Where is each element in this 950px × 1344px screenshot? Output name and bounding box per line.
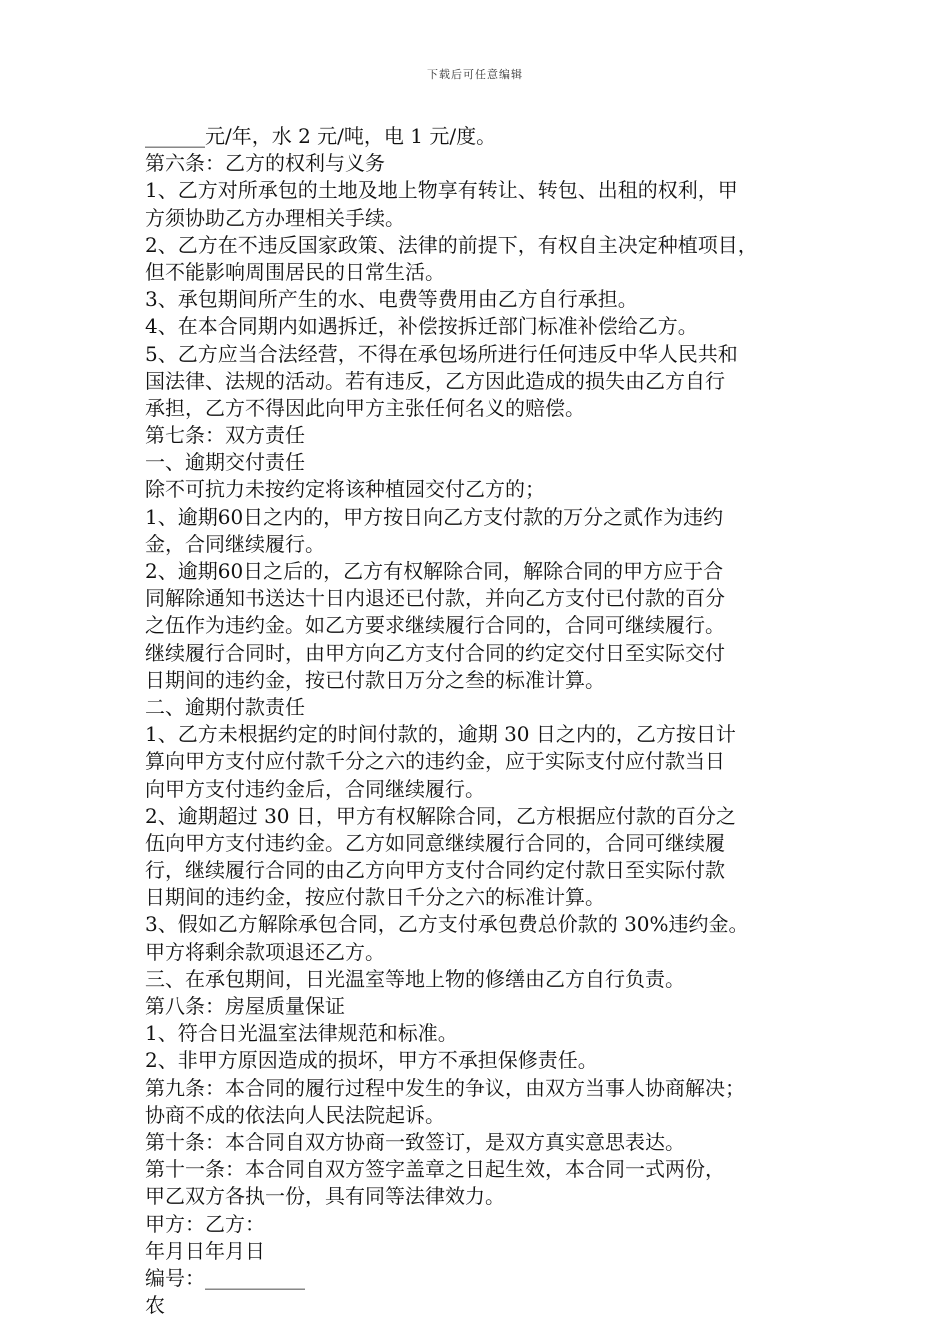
text-line: 5、乙方应当合法经营，不得在承包场所进行任何违反中华人民共和 xyxy=(145,341,738,366)
text-line: 第六条：乙方的权利与义务 xyxy=(145,151,385,176)
text-line: 年月日年月日 xyxy=(145,1238,265,1263)
text-line: 第八条：房屋质量保证 xyxy=(145,994,345,1018)
text-line: 行，继续履行合同的由乙方向甲方支付合同约定付款日至实际付款 xyxy=(145,858,725,883)
text-line: 农 xyxy=(145,1293,165,1318)
text-line: 1、乙方对所承包的土地及地上物享有转让、转包、出租的权利，甲 xyxy=(145,178,738,203)
header-note: 下载后可任意编辑 xyxy=(427,68,523,81)
text-line: 除不可抗力未按约定将该种植园交付乙方的； xyxy=(145,477,545,502)
text-line: 2、逾期60日之后的，乙方有权解除合同，解除合同的甲方应于合 xyxy=(145,559,724,583)
text-line: 之伍作为违约金。如乙方要求继续履行合同的，合同可继续履行。 xyxy=(145,613,725,638)
text-line: 第十条：本合同自双方协商一致签订，是双方真实意思表达。 xyxy=(145,1129,685,1154)
text-line: 编号：__________ xyxy=(145,1265,305,1290)
text-line: 甲方将剩余款项退还乙方。 xyxy=(145,939,385,964)
text-line: 1、逾期60日之内的，甲方按日向乙方支付款的万分之贰作为违约 xyxy=(145,504,724,529)
text-line: 第七条：双方责任 xyxy=(145,423,305,448)
text-line: 伍向甲方支付违约金。乙方如同意继续履行合同的，合同可继续履 xyxy=(145,830,725,855)
contract-body xyxy=(145,123,825,1319)
text-line: 4、在本合同期内如遇拆迁，补偿按拆迁部门标准补偿给乙方。 xyxy=(145,314,698,339)
text-line: 三、在承包期间，日光温室等地上物的修缮由乙方自行负责。 xyxy=(145,966,685,991)
text-line: 第十一条：本合同自双方签字盖章之日起生效，本合同一式两份， xyxy=(145,1157,725,1182)
text-line: 日期间的违约金，按已付款日万分之叁的标准计算。 xyxy=(145,667,605,692)
text-line: 金，合同继续履行。 xyxy=(145,531,325,556)
text-line: 3、假如乙方解除承包合同，乙方支付承包费总价款的 30%违约金。 xyxy=(145,912,749,937)
text-line: 1、乙方未根据约定的时间付款的，逾期 30 日之内的，乙方按日计 xyxy=(145,722,736,747)
text-line: 2、非甲方原因造成的损坏，甲方不承担保修责任。 xyxy=(145,1048,598,1073)
text-line: 1、符合日光温室法律规范和标准。 xyxy=(145,1021,458,1046)
text-line: 承担，乙方不得因此向甲方主张任何名义的赔偿。 xyxy=(145,395,585,420)
text-line: 日期间的违约金，按应付款日千分之六的标准计算。 xyxy=(145,885,605,910)
text-line: 甲乙双方各执一份，具有同等法律效力。 xyxy=(145,1184,505,1209)
text-line: 同解除通知书送达十日内退还已付款，并向乙方支付已付款的百分 xyxy=(145,586,725,611)
text-line: 但不能影响周围居民的日常生活。 xyxy=(145,259,445,284)
text-line: 向甲方支付违约金后，合同继续履行。 xyxy=(145,776,485,801)
text-line: 算向甲方支付应付款千分之六的违约金，应于实际支付应付款当日 xyxy=(145,749,725,774)
text-line: 第九条：本合同的履行过程中发生的争议，由双方当事人协商解决； xyxy=(145,1075,745,1100)
text-line: 2、乙方在不违反国家政策、法律的前提下，有权自主决定种植项目， xyxy=(145,232,758,257)
text-line: 方须协助乙方办理相关手续。 xyxy=(145,205,405,230)
text-line: 甲方：乙方： xyxy=(145,1211,265,1236)
text-line: 2、逾期超过 30 日，甲方有权解除合同，乙方根据应付款的百分之 xyxy=(145,803,736,828)
text-line: 协商不成的依法向人民法院起诉。 xyxy=(145,1102,445,1127)
text-line: 3、承包期间所产生的水、电费等费用由乙方自行承担。 xyxy=(145,287,638,312)
text-line: 二、逾期付款责任 xyxy=(145,694,305,719)
text-line: 一、逾期交付责任 xyxy=(145,450,305,475)
text-line: ______元/年，水 2 元/吨，电 1 元/度。 xyxy=(145,124,497,148)
text-line: 继续履行合同时，由甲方向乙方支付合同的约定交付日至实际交付 xyxy=(145,640,725,665)
text-line: 国法律、法规的活动。若有违反，乙方因此造成的损失由乙方自行 xyxy=(145,368,725,393)
